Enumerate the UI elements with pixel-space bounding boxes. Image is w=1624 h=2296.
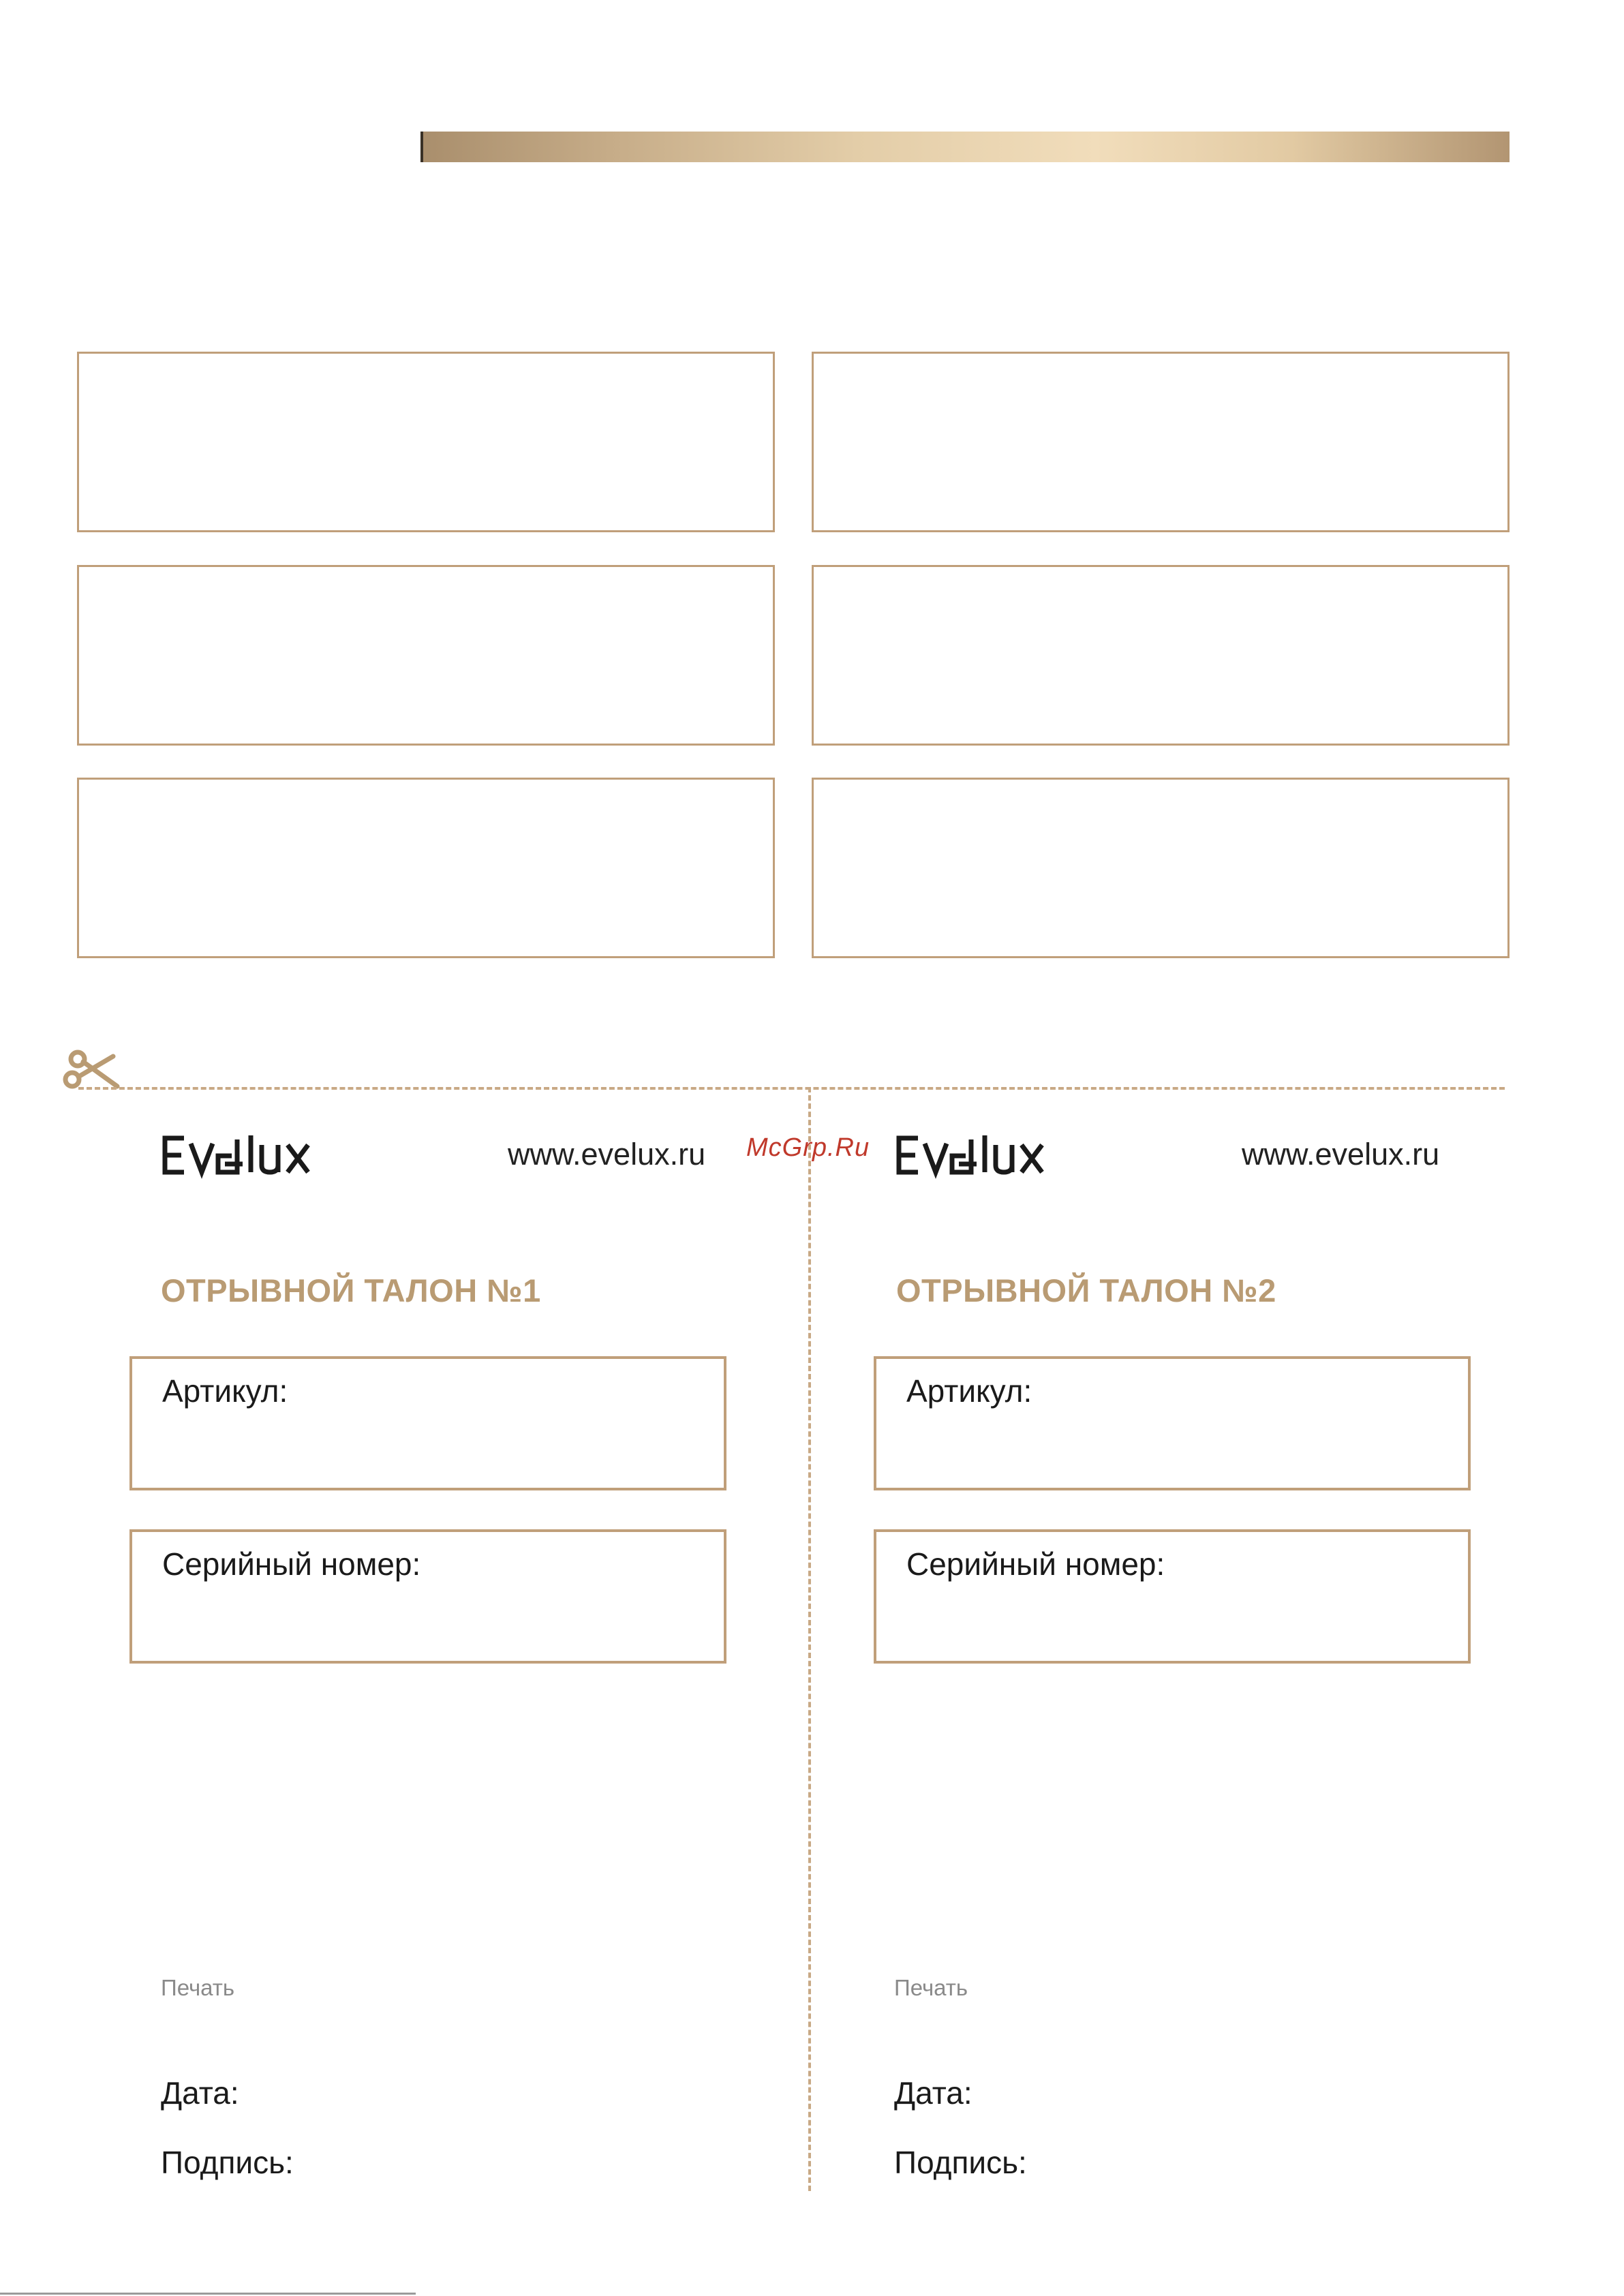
serial-number-field[interactable]	[129, 1529, 726, 1664]
form-box-r3-left[interactable]	[77, 778, 775, 958]
stamp-label: Печать	[161, 1975, 235, 2000]
bottom-rule	[0, 2293, 416, 2295]
coupon-title: ОТРЫВНОЙ ТАЛОН №2	[896, 1272, 1276, 1308]
form-box-r1-left[interactable]	[77, 352, 775, 532]
article-field[interactable]	[129, 1356, 726, 1490]
header-bar-edge	[420, 132, 423, 162]
website-url: www.evelux.ru	[1242, 1137, 1440, 1172]
form-box-r2-left[interactable]	[77, 565, 775, 746]
watermark: McGrp.Ru	[746, 1133, 870, 1162]
form-box-r2-right[interactable]	[812, 565, 1510, 746]
article-field[interactable]	[874, 1356, 1471, 1490]
serial-number-label: Серийный номер:	[162, 1546, 421, 1582]
signature-label: Подпись:	[894, 2145, 1027, 2180]
signature-label: Подпись:	[161, 2145, 294, 2180]
form-box-r3-right[interactable]	[812, 778, 1510, 958]
serial-number-field[interactable]	[874, 1529, 1471, 1664]
stamp-label: Печать	[894, 1975, 968, 2000]
vertical-cut-line	[808, 1087, 811, 2191]
evelux-logo	[895, 1131, 1047, 1179]
date-label: Дата:	[894, 2075, 972, 2111]
article-label: Артикул:	[906, 1373, 1032, 1409]
form-box-r1-right[interactable]	[812, 352, 1510, 532]
serial-number-label: Серийный номер:	[906, 1546, 1165, 1582]
date-label: Дата:	[161, 2075, 239, 2111]
article-label: Артикул:	[162, 1373, 288, 1409]
coupon-title: ОТРЫВНОЙ ТАЛОН №1	[161, 1272, 541, 1308]
header-gold-bar	[420, 132, 1510, 162]
website-url: www.evelux.ru	[508, 1137, 706, 1172]
horizontal-cut-line	[78, 1087, 1505, 1090]
evelux-logo	[161, 1131, 313, 1179]
